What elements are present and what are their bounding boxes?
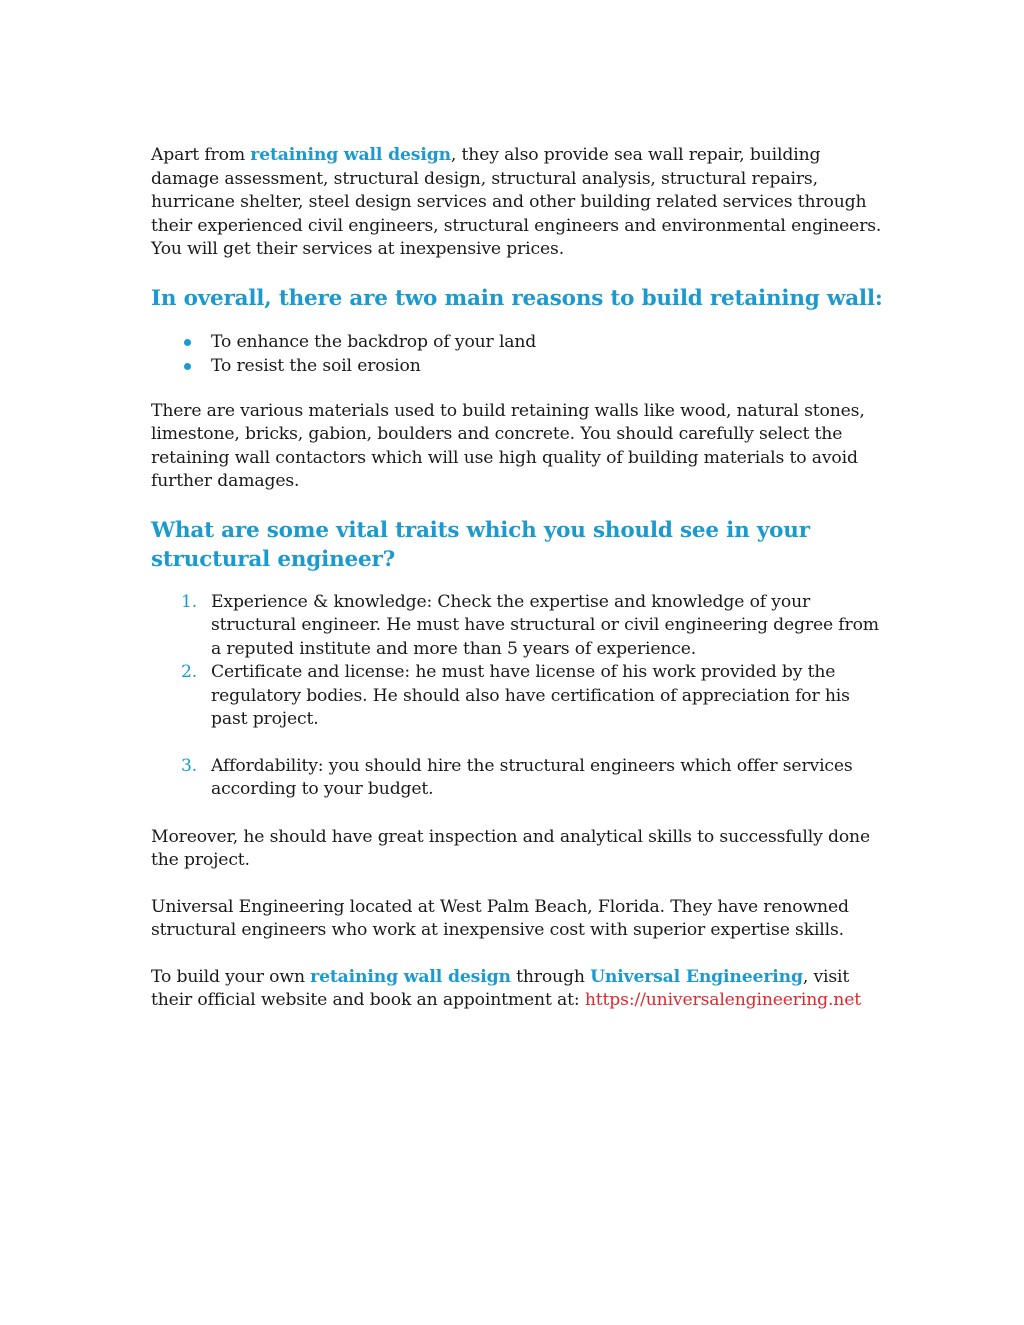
heading-two-reasons: In overall, there are two main reasons to build retaining wall:	[151, 285, 883, 311]
list-item-text: Experience & knowledge: Check the expertise and knowledge of your structural engineer. He must have structural or civil engineering degree from a reputed institute and more than 5 years of experience.	[211, 591, 879, 659]
closing-paragraph	[151, 966, 891, 1013]
list-item-text: To enhance the backdrop of your land	[211, 331, 537, 352]
bullet-icon	[184, 339, 191, 346]
list-item	[151, 591, 891, 662]
reasons-list	[151, 330, 891, 378]
closing-text-mid: through	[510, 966, 591, 987]
website-url-link[interactable]: https://universalengineering.net	[584, 990, 861, 1010]
bullet-icon	[184, 363, 191, 370]
intro-paragraph	[151, 144, 891, 262]
list-number: 3.	[181, 755, 198, 776]
moreover-paragraph: Moreover, he should have great inspection and analytical skills to successfully done the project.	[151, 826, 870, 870]
retaining-wall-design-link[interactable]: retaining wall design	[250, 145, 451, 165]
traits-list	[151, 591, 891, 802]
closing-text-end: , visit their official website and book an appointment at:	[151, 966, 850, 1010]
universal-engineering-link[interactable]: Universal Engineering	[590, 966, 803, 987]
location-paragraph: Universal Engineering located at West Palm Beach, Florida. They have renowned structural engineers who work at inexpensive cost with superior expertise skills.	[151, 896, 849, 940]
document-body	[151, 144, 891, 1013]
list-item	[151, 661, 891, 732]
heading-vital-traits: What are some vital traits which you should see in your structural engineer?	[151, 517, 810, 572]
list-number: 1.	[181, 591, 198, 612]
list-item	[151, 755, 891, 802]
list-item	[151, 330, 891, 354]
list-number: 2.	[181, 662, 198, 682]
list-item-text: Certificate and license: he must have license of his work provided by the regulatory bodies. He should also have certification of appreciation for his past project.	[211, 662, 850, 729]
closing-text-start: To build your own	[151, 966, 311, 987]
list-item-text: To resist the soil erosion	[211, 355, 421, 376]
materials-paragraph: There are various materials used to build retaining walls like wood, natural stones, limestone, bricks, gabion, boulders and concrete. You should carefully select the retaining wall contactors which will use high quality of building materials to avoid further damages.	[151, 400, 865, 491]
list-item	[151, 354, 891, 378]
retaining-wall-design-link[interactable]: retaining wall design	[310, 966, 511, 987]
list-item-text: Affordability: you should hire the structural engineers which offer services according to your budget.	[211, 755, 853, 799]
intro-text-start: Apart from	[151, 145, 251, 165]
intro-text-rest: , they also provide sea wall repair, building damage assessment, structural design, structural analysis, structural repairs, hurricane shelter, steel design services and other building related services through their experienced civil engineers, structural engineers and environmental engineers. You will get their services at inexpensive prices.	[151, 145, 882, 259]
